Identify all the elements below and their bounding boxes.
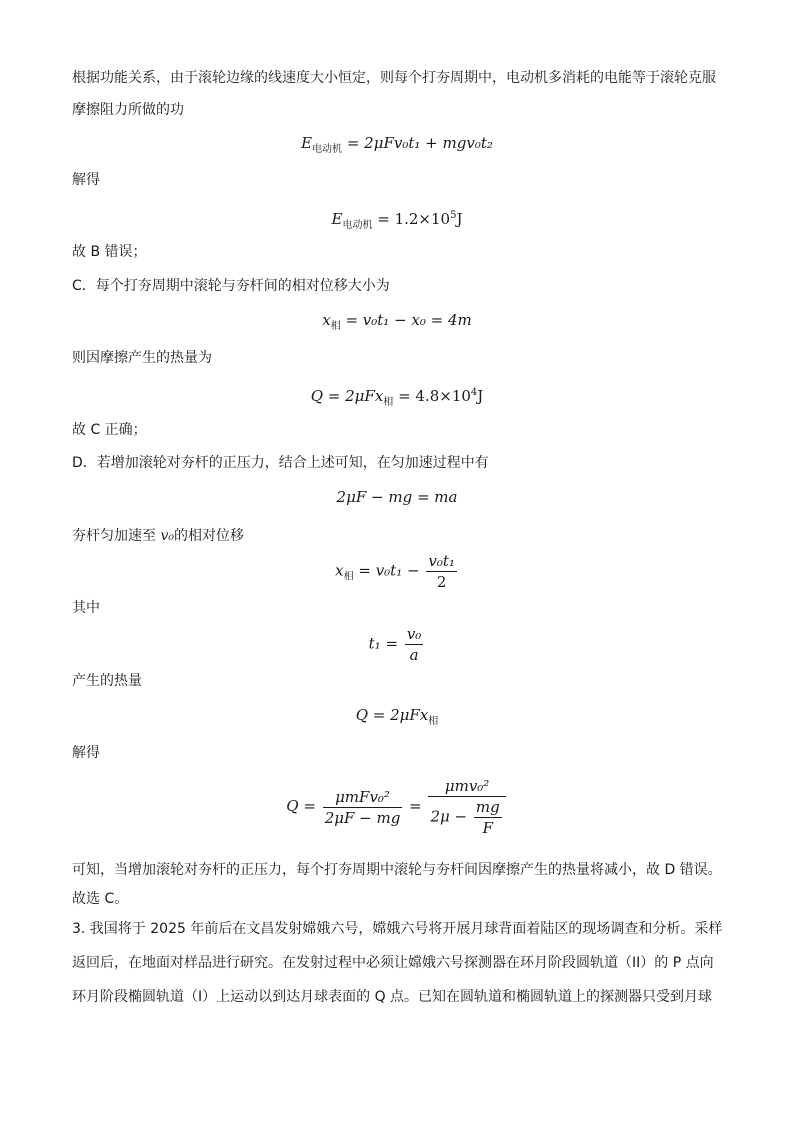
- eq-denominator-part: 2μ −: [430, 807, 468, 826]
- eq-numerator: mg: [475, 798, 500, 816]
- eq-denominator: [428, 797, 505, 838]
- equation-electric-energy: [0, 133, 794, 160]
- eq-subscript: 相: [428, 716, 439, 727]
- text-line: 解得: [72, 745, 100, 761]
- eq-numerator: μmFv₀²: [323, 787, 403, 808]
- eq-subscript: 相: [343, 571, 354, 583]
- eq-rhs: = 2μFx: [327, 387, 384, 405]
- eq-symbol: E: [301, 134, 313, 152]
- question-3-line: 3. 我国将于 2025 年前后在文昌发射嫦娥六号，嫦娥六号将开展月球背面着陆区的现场调查和分析。采样: [72, 921, 723, 937]
- eq-exponent: 4: [470, 387, 478, 398]
- eq-denominator: 2μF − mg: [324, 808, 401, 827]
- inline-symbol: v₀: [160, 528, 174, 544]
- eq-rhs2: = 4.8×10: [398, 387, 471, 405]
- eq-subscript: 电动机: [312, 144, 343, 155]
- text-line: 故 B 错误；: [72, 244, 147, 260]
- text-segment: 夯杆匀加速至: [72, 528, 161, 544]
- equation-heat: [0, 383, 794, 413]
- text-line: [72, 526, 722, 546]
- eq-rhs: = 2μFx: [372, 706, 429, 724]
- eq-numerator: μmv₀²: [428, 776, 505, 797]
- eq-numerator: v₀t₁: [428, 552, 455, 570]
- eq-symbol: x: [322, 311, 331, 329]
- text-line: 产生的热量: [72, 673, 142, 689]
- eq-subscript: 相: [383, 397, 394, 408]
- text-line: 根据功能关系，由于滚轮边缘的线速度大小恒定，则每个打夯周期中，电动机多消耗的电能等于滚轮克服: [72, 70, 716, 86]
- eq-exponent: 5: [450, 210, 457, 221]
- eq-nested-fraction: [474, 797, 502, 838]
- eq-unit: J: [477, 387, 484, 405]
- text-line: C．每个打夯周期中滚轮与夯杆间的相对位移大小为: [72, 278, 390, 294]
- question-3-line: 返回后，在地面对样品进行研究。在发射过程中必须让嫦娥六号探测器在环月阶段圆轨道（II）的 P 点向: [72, 955, 714, 971]
- text-line: 摩擦阻力所做的功: [72, 102, 184, 118]
- text-line: D．若增加滚轮对夯杆的正压力，结合上述可知，在匀加速过程中有: [72, 455, 489, 471]
- eq-rhs: = 2μFv₀t₁ + mgv₀t₂: [346, 134, 493, 152]
- eq-symbol: t₁ =: [368, 634, 399, 653]
- equation-heat-result: [0, 776, 794, 838]
- text-line: 故选 C。: [72, 891, 129, 907]
- text-line: 故 C 正确；: [72, 422, 147, 438]
- eq-unit: J: [456, 210, 463, 228]
- equation-newton: [0, 487, 794, 507]
- text-segment: 的相对位移: [173, 528, 244, 544]
- equation-time: [0, 624, 794, 665]
- eq-numerator: v₀: [406, 625, 422, 643]
- eq-subscript: 相: [330, 321, 341, 332]
- eq-rhs: = 1.2×10: [377, 210, 451, 228]
- eq-symbol: Q =: [286, 797, 316, 815]
- text-line: 解得: [72, 172, 100, 188]
- eq-text: 2μF − mg = ma: [336, 488, 458, 506]
- text-line: 则因摩擦产生的热量为: [72, 350, 212, 366]
- equation-energy-value: [0, 206, 794, 236]
- equation-relative-displacement-accel: [0, 551, 794, 592]
- equation-heat-general: [0, 705, 794, 732]
- question-3-line: 环月阶段椭圆轨道（I）上运动以到达月球表面的 Q 点。已知在圆轨道和椭圆轨道上的探测器只受到月球: [72, 989, 713, 1005]
- eq-fraction: [405, 624, 424, 665]
- text-line: 其中: [72, 600, 100, 616]
- eq-symbol: Q: [355, 706, 369, 724]
- eq-denominator: a: [409, 646, 419, 664]
- eq-fraction: [428, 776, 505, 838]
- eq-equals: =: [409, 797, 422, 815]
- eq-fraction: [323, 787, 403, 828]
- eq-subscript: 电动机: [342, 220, 373, 231]
- eq-mid: = v₀t₁ −: [358, 561, 420, 580]
- eq-rhs: = v₀t₁ − x₀ = 4m: [345, 311, 472, 329]
- eq-fraction: [426, 551, 457, 592]
- eq-symbol: x: [335, 561, 344, 580]
- eq-symbol: Q: [310, 387, 323, 405]
- equation-relative-displacement: [0, 310, 794, 337]
- eq-denominator: 2: [436, 573, 447, 591]
- text-line: 可知，当增加滚轮对夯杆的正压力，每个打夯周期中滚轮与夯杆间因摩擦产生的热量将减小，故 D 错误。: [72, 862, 722, 878]
- eq-symbol: E: [331, 210, 343, 228]
- eq-denominator: F: [482, 819, 494, 837]
